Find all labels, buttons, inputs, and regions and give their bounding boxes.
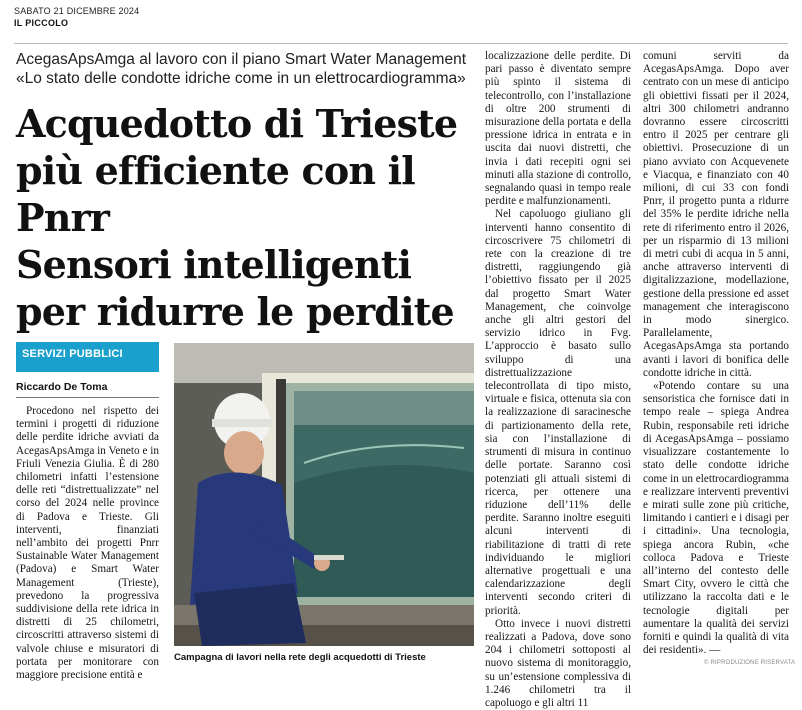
newspaper-name: IL PICCOLO [14, 18, 69, 28]
copyright-notice: © RIPRODUZIONE RISERVATA [704, 660, 796, 666]
photo-caption: Campagna di lavori nella rete degli acquedotti di Trieste [174, 652, 426, 663]
headline-line-4: per ridurre le perdite [16, 289, 454, 334]
article-kicker [16, 50, 476, 88]
paragraph: Nel capoluogo giuliano gli interventi hanno consentito di circoscrivere 75 chilometri di rete con la creazione di tre distretti, raggiungendo già l’obiettivo fissato per il 2025 dal progetto Smart Water Management, che coinvolge anche gli altri gestori del servizio idrico in Fvg. L’approccio è basato sullo sviluppo di una distrettualizzazione telecontrollata di tipo misto, virtuale e fisica, ottenuta sia con la realizzazione di saracinesche di partizionamento della rete, sia con l’installazione di strumenti di misura in continuo delle portate. Saranno così potenziati gli attuali sistemi di ricerca, per ottenere una riduzione dell’11% delle perdite. Saranno inoltre eseguiti alcuni interventi di riabilitazione di tratti di rete individuando le migliori alternative progettuali e una calendarizzazione degli interventi secondo criteri di priorità. [485, 208, 631, 617]
paragraph: «Potendo contare su una sensoristica che fornisce dati in tempo reale – spiega Andrea Rubin, responsabile reti idriche di AcegasApsAmga – possiamo visualizzare costantemente lo stato delle condotte idriche come in un elettrocardiogramma e realizzare interventi preventivi e mirati sulle zone più critiche, limitando i cantieri e i disagi per i cittadini». Una tecnologia, spiega ancora Rubin, «che colloca Padova e Trieste all’interno del contesto delle Smart City, ovvero le città che utilizzano la raccolta dati e le tecnologie digitali per aumentare la qualità dei servizi forniti e quindi la qualità di vita dei residenti». — [643, 380, 789, 657]
kicker-line-1: AcegasApsAmga al lavoro con il piano Smart Water Management [16, 51, 467, 68]
issue-date: SABATO 21 DICEMBRE 2024 [14, 6, 140, 16]
paragraph: Procedono nel rispetto dei termini i progetti di riduzione delle perdite idriche avviati da AcegasApsAmga in Veneto e in Friuli Venezia Giulia. È di 280 chilometri infatti l’estensione delle reti “distrettualizzate” nel corso del 2024 nelle province di Padova e Trieste. Gli interventi, finanziati nell’ambito dei progetti Pnrr Sustainable Water Management (Padova) e Smart Water Management (Trieste), prevedono la progressiva suddivisione della rete idrica in distretti di 25 chilometri, circoscritti attraverso sistemi di valvole chiuse e misuratori di portata per monitorare con maggiore precisione entità e [16, 405, 159, 682]
masthead [14, 6, 139, 28]
kicker-line-2: «Lo stato delle condotte idriche come in un elettrocardiogramma» [16, 70, 466, 87]
article-column-1 [16, 405, 159, 682]
paragraph: Otto invece i nuovi distretti realizzati a Padova, dove sono 204 i chilometri sottoposti al nuovo sistema di monitoraggio, su un’estensione complessiva di 1.246 chilometri tra il capoluogo e gli altri 11 [485, 617, 631, 709]
headline-line-3: Sensori intelligenti [16, 242, 412, 287]
article-headline [16, 100, 486, 335]
worker-in-reservoir-illustration [174, 343, 474, 646]
headline-line-2: più efficiente con il Pnrr [16, 148, 415, 240]
article-photo [174, 343, 474, 646]
header-divider [14, 43, 788, 44]
paragraph: localizzazione delle perdite. Di pari passo è diventato sempre più spinto il sistema di telecontrollo, con l’installazione di oltre 200 strumenti di misurazione della portata e della pressione idrica in entrata e in uscita dai nuovi distretti, che invia i dati recepiti ogni sei minuti alla stazione di controllo, segnalando quasi in tempo reale perdite e malfunzionamenti. [485, 50, 631, 208]
article-column-3 [643, 50, 789, 657]
headline-line-1: Acquedotto di Trieste [16, 101, 458, 146]
author-byline: Riccardo De Toma [16, 381, 159, 398]
section-label: SERVIZI PUBBLICI [16, 342, 159, 372]
article-column-2 [485, 50, 631, 710]
paragraph: comuni serviti da AcegasApsAmga. Dopo aver centrato con un mese di anticipo gli obiettivi fissati per il 2024, altri 300 chilometri andranno dovranno essere circoscritti entro il 2025 per centrare gli obiettivi. Prosecuzione di un piano avviato con Acquevenete e Viacqua, e finanziato con 40 milioni, di cui 33 con fondi Pnrr, il progetto punta a ridurre del 35% le perdite idriche nella rete di riferimento entro il 2026, per un risparmio di 13 milioni di metri cubi di acqua in 5 anni, anche attraverso interventi di digitalizzazione, modellazione, gestione della pressione ed asset management che interagiscono in modo sinergico. Parallelamente, AcegasApsAmga sta portando avanti i lavori di bonifica delle condotte idriche in città. [643, 50, 789, 379]
